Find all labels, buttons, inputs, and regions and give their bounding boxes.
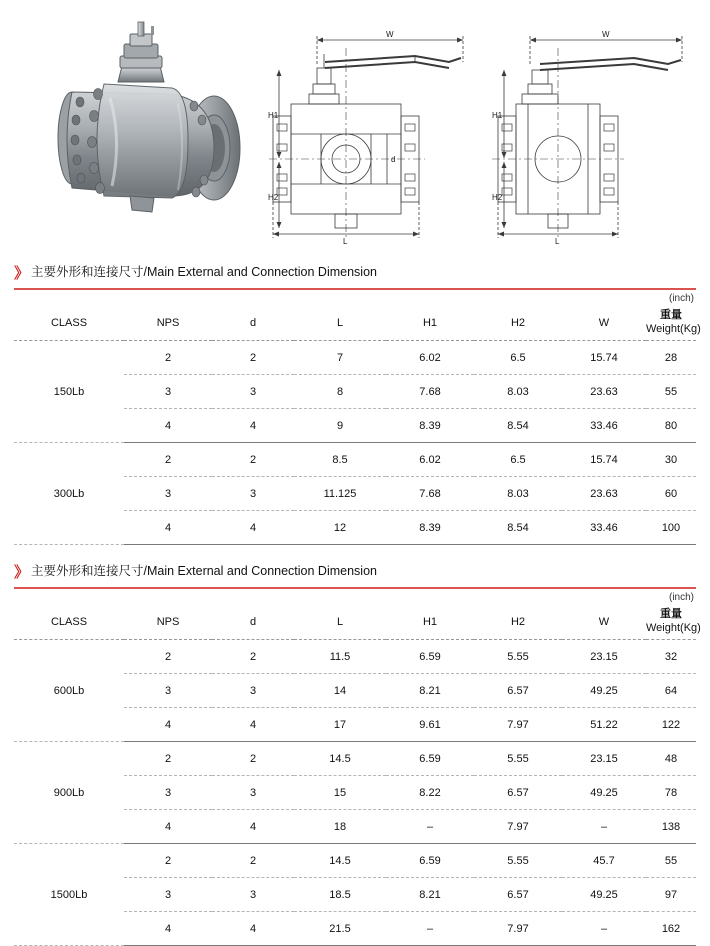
cell-h2: 7.97 bbox=[474, 708, 562, 742]
class-cell: 150Lb bbox=[14, 341, 124, 443]
dimension-table-1 bbox=[14, 306, 701, 545]
col-w: W bbox=[562, 605, 646, 640]
class-cell: 300Lb bbox=[14, 443, 124, 545]
col-weight-cn: 重量 bbox=[660, 309, 682, 322]
cell-w: – bbox=[562, 912, 646, 946]
cell-l: 14 bbox=[294, 674, 386, 708]
col-class: CLASS bbox=[14, 306, 124, 341]
cell-h1: 6.59 bbox=[386, 640, 474, 674]
cell-d: 3 bbox=[212, 477, 294, 511]
table-row bbox=[14, 742, 696, 776]
cell-l: 12 bbox=[294, 511, 386, 545]
cell-weight: 162 bbox=[646, 912, 696, 946]
cell-d: 3 bbox=[212, 776, 294, 810]
col-weight-cn: 重量 bbox=[660, 608, 682, 621]
cell-h2: 6.5 bbox=[474, 341, 562, 375]
cell-weight: 55 bbox=[646, 375, 696, 409]
table-row bbox=[14, 443, 696, 477]
cell-l: 18.5 bbox=[294, 878, 386, 912]
class-cell: 600Lb bbox=[14, 640, 124, 742]
cell-weight: 97 bbox=[646, 878, 696, 912]
cell-w: 23.63 bbox=[562, 477, 646, 511]
cell-nps: 3 bbox=[124, 375, 212, 409]
table-header-row bbox=[14, 605, 696, 640]
cell-l: 8.5 bbox=[294, 443, 386, 477]
cell-d: 2 bbox=[212, 742, 294, 776]
cell-nps: 2 bbox=[124, 443, 212, 477]
col-weight-en: Weight(Kg) bbox=[646, 622, 701, 634]
cell-w: 49.25 bbox=[562, 674, 646, 708]
cell-h1: 9.61 bbox=[386, 708, 474, 742]
cell-weight: 138 bbox=[646, 810, 696, 844]
cell-h2: 8.54 bbox=[474, 409, 562, 443]
cell-l: 11.125 bbox=[294, 477, 386, 511]
cell-h2: 8.54 bbox=[474, 511, 562, 545]
cell-d: 2 bbox=[212, 341, 294, 375]
svg-text:W: W bbox=[602, 30, 610, 39]
cell-d: 2 bbox=[212, 844, 294, 878]
cell-w: 23.15 bbox=[562, 640, 646, 674]
cell-weight: 55 bbox=[646, 844, 696, 878]
cell-nps: 4 bbox=[124, 511, 212, 545]
section-chevron-icon: 》 bbox=[14, 564, 28, 581]
cell-weight: 80 bbox=[646, 409, 696, 443]
cell-h1: 7.68 bbox=[386, 375, 474, 409]
cell-h1: – bbox=[386, 912, 474, 946]
cell-l: 11.5 bbox=[294, 640, 386, 674]
col-d: d bbox=[212, 605, 294, 640]
table-row bbox=[14, 341, 696, 375]
cell-h1: – bbox=[386, 810, 474, 844]
figure-area bbox=[0, 0, 710, 262]
cell-l: 14.5 bbox=[294, 844, 386, 878]
dimension-table-2 bbox=[14, 605, 701, 946]
table-row bbox=[14, 640, 696, 674]
section-heading-2 bbox=[14, 561, 696, 589]
cell-d: 3 bbox=[212, 878, 294, 912]
col-h1: H1 bbox=[386, 605, 474, 640]
cell-h1: 8.39 bbox=[386, 409, 474, 443]
cell-d: 3 bbox=[212, 674, 294, 708]
dim-label-h2: H2 bbox=[268, 193, 279, 202]
col-h1: H1 bbox=[386, 306, 474, 341]
cell-h2: 6.57 bbox=[474, 878, 562, 912]
col-d: d bbox=[212, 306, 294, 341]
dim-label-d: d bbox=[391, 155, 396, 164]
section-title: 主要外形和连接尺寸/Main External and Connection Dimension bbox=[31, 265, 377, 279]
class-cell: 900Lb bbox=[14, 742, 124, 844]
cell-w: 23.63 bbox=[562, 375, 646, 409]
ball-valve-photo bbox=[18, 20, 250, 220]
cell-h1: 6.59 bbox=[386, 742, 474, 776]
table-header-row bbox=[14, 306, 696, 341]
dim-label-l: L bbox=[343, 237, 348, 246]
cell-h2: 8.03 bbox=[474, 477, 562, 511]
cell-h1: 8.21 bbox=[386, 878, 474, 912]
cell-l: 9 bbox=[294, 409, 386, 443]
col-weight bbox=[646, 306, 701, 341]
cell-h2: 7.97 bbox=[474, 810, 562, 844]
cell-weight: 30 bbox=[646, 443, 696, 477]
cell-l: 17 bbox=[294, 708, 386, 742]
cell-w: 49.25 bbox=[562, 776, 646, 810]
col-weight bbox=[646, 605, 701, 640]
cell-w: – bbox=[562, 810, 646, 844]
col-h2: H2 bbox=[474, 306, 562, 341]
col-nps: NPS bbox=[124, 306, 212, 341]
svg-text:L: L bbox=[555, 237, 560, 246]
cell-d: 4 bbox=[212, 511, 294, 545]
col-nps: NPS bbox=[124, 605, 212, 640]
cell-l: 18 bbox=[294, 810, 386, 844]
cell-d: 4 bbox=[212, 912, 294, 946]
cell-w: 33.46 bbox=[562, 511, 646, 545]
cell-nps: 2 bbox=[124, 341, 212, 375]
cell-weight: 48 bbox=[646, 742, 696, 776]
class-cell: 1500Lb bbox=[14, 844, 124, 946]
svg-text:H1: H1 bbox=[492, 111, 503, 120]
cell-nps: 4 bbox=[124, 810, 212, 844]
cell-d: 4 bbox=[212, 708, 294, 742]
col-class: CLASS bbox=[14, 605, 124, 640]
cell-w: 33.46 bbox=[562, 409, 646, 443]
svg-text:H2: H2 bbox=[492, 193, 503, 202]
cell-nps: 2 bbox=[124, 742, 212, 776]
cell-w: 51.22 bbox=[562, 708, 646, 742]
cell-nps: 4 bbox=[124, 409, 212, 443]
col-l: L bbox=[294, 306, 386, 341]
col-l: L bbox=[294, 605, 386, 640]
cell-nps: 3 bbox=[124, 776, 212, 810]
cell-h1: 8.21 bbox=[386, 674, 474, 708]
cell-h2: 5.55 bbox=[474, 844, 562, 878]
cell-l: 8 bbox=[294, 375, 386, 409]
cell-w: 15.74 bbox=[562, 443, 646, 477]
cell-weight: 122 bbox=[646, 708, 696, 742]
cell-nps: 3 bbox=[124, 674, 212, 708]
dim-label-w: W bbox=[386, 30, 394, 39]
cell-h1: 8.22 bbox=[386, 776, 474, 810]
cell-l: 15 bbox=[294, 776, 386, 810]
cell-weight: 100 bbox=[646, 511, 696, 545]
cell-h2: 6.57 bbox=[474, 776, 562, 810]
cell-h1: 6.59 bbox=[386, 844, 474, 878]
col-w: W bbox=[562, 306, 646, 341]
cell-nps: 2 bbox=[124, 844, 212, 878]
cell-h1: 6.02 bbox=[386, 341, 474, 375]
cell-nps: 2 bbox=[124, 640, 212, 674]
cell-nps: 4 bbox=[124, 708, 212, 742]
section-heading-1 bbox=[14, 262, 696, 290]
cell-nps: 3 bbox=[124, 878, 212, 912]
cell-w: 15.74 bbox=[562, 341, 646, 375]
cell-d: 4 bbox=[212, 409, 294, 443]
cell-l: 21.5 bbox=[294, 912, 386, 946]
col-h2: H2 bbox=[474, 605, 562, 640]
unit-note-2: (inch) bbox=[668, 592, 694, 603]
cell-h1: 8.39 bbox=[386, 511, 474, 545]
cell-h2: 8.03 bbox=[474, 375, 562, 409]
cell-weight: 32 bbox=[646, 640, 696, 674]
cell-w: 45.7 bbox=[562, 844, 646, 878]
cell-l: 14.5 bbox=[294, 742, 386, 776]
cell-nps: 4 bbox=[124, 912, 212, 946]
cell-w: 23.15 bbox=[562, 742, 646, 776]
cell-h1: 6.02 bbox=[386, 443, 474, 477]
unit-note-1: (inch) bbox=[668, 293, 694, 304]
cell-nps: 3 bbox=[124, 477, 212, 511]
cell-d: 2 bbox=[212, 443, 294, 477]
dim-label-h1: H1 bbox=[268, 111, 279, 120]
section-chevron-icon: 》 bbox=[14, 265, 28, 282]
cell-d: 3 bbox=[212, 375, 294, 409]
section-title: 主要外形和连接尺寸/Main External and Connection Dimension bbox=[31, 564, 377, 578]
cell-d: 2 bbox=[212, 640, 294, 674]
cell-weight: 64 bbox=[646, 674, 696, 708]
cell-l: 7 bbox=[294, 341, 386, 375]
cell-h2: 7.97 bbox=[474, 912, 562, 946]
ball-valve-cross-section-drawing bbox=[265, 28, 465, 244]
cell-h2: 5.55 bbox=[474, 742, 562, 776]
cell-w: 49.25 bbox=[562, 878, 646, 912]
ball-valve-side-view-drawing bbox=[482, 28, 687, 244]
cell-h2: 6.5 bbox=[474, 443, 562, 477]
cell-weight: 60 bbox=[646, 477, 696, 511]
cell-weight: 28 bbox=[646, 341, 696, 375]
cell-d: 4 bbox=[212, 810, 294, 844]
cell-weight: 78 bbox=[646, 776, 696, 810]
cell-h1: 7.68 bbox=[386, 477, 474, 511]
table-row bbox=[14, 844, 696, 878]
col-weight-en: Weight(Kg) bbox=[646, 323, 701, 335]
cell-h2: 6.57 bbox=[474, 674, 562, 708]
cell-h2: 5.55 bbox=[474, 640, 562, 674]
